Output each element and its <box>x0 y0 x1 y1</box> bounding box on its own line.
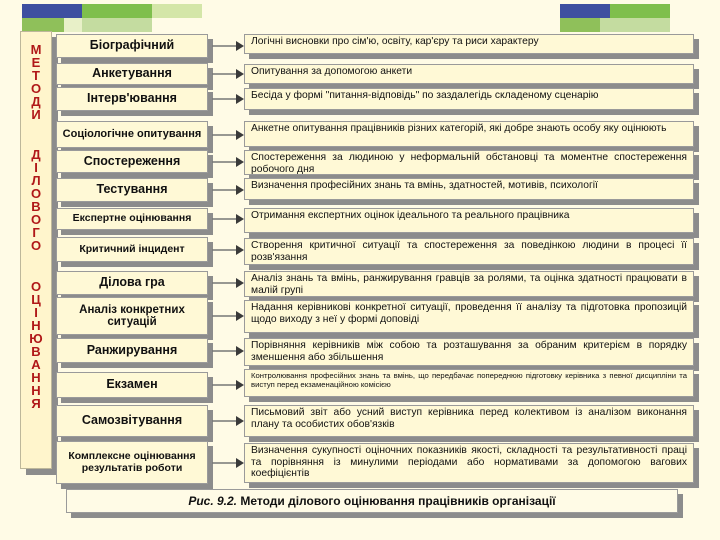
sidebar-letter: Т <box>32 68 40 83</box>
method-box: Інтерв'ювання <box>56 87 208 111</box>
description-box: Контролювання професійних знань та вмінь, що передбачає попереднюю підготовку керівника з певної дисципліни та виступ перед екзаменаційною комісією <box>244 369 694 397</box>
description-box: Надання керівникові конкретної ситуації, проведення її аналізу та підготовка пропозицій щодо виходу з неї у формі доповіді <box>244 300 694 333</box>
sidebar-letter: М <box>30 42 42 57</box>
arrow-right-icon <box>212 345 244 357</box>
method-box: Екзамен <box>56 372 208 398</box>
sidebar-letter: О <box>30 279 42 294</box>
method-box: Біографічний <box>56 34 208 58</box>
caption-text: Методи ділового оцінювання працівників організації <box>240 494 556 508</box>
arrow-right-icon <box>212 415 244 427</box>
method-box: Експертне оцінювання <box>56 208 208 230</box>
decor-block-green-right-2 <box>560 18 600 32</box>
sidebar-letter: Ц <box>31 292 41 307</box>
decor-block-light-2 <box>64 18 82 32</box>
decor-block-green <box>82 4 152 18</box>
vertical-title <box>20 31 52 469</box>
description-box: Спостереження за людиною у неформальній обстановці та моментне спостереження робочого дня <box>244 150 694 175</box>
method-box: Соціологічне опитування <box>56 121 208 148</box>
sidebar-letter: В <box>31 344 41 359</box>
sidebar-letter: О <box>30 238 42 253</box>
arrow-right-icon <box>212 68 244 80</box>
sidebar-letter: И <box>31 107 41 122</box>
description-box: Опитування за допомогою анкети <box>244 64 694 84</box>
decor-block-green-2 <box>22 18 64 32</box>
description-box: Отримання експертних оцінок ідеального та реального працівника <box>244 208 694 233</box>
sidebar-letter: Н <box>31 383 41 398</box>
sidebar-letter: Н <box>31 318 41 333</box>
arrow-right-icon <box>212 93 244 105</box>
arrow-right-icon <box>212 213 244 225</box>
method-box: Самозвітування <box>56 405 208 437</box>
description-box: Визначення сукупності оціночних показників якості, складності та результативності праці та порівняння із минулими періодами або нормативами за допомогою вагових коефіцієнтів <box>244 443 694 483</box>
caption-label: Рис. 9.2. <box>188 494 238 508</box>
decor-block-light <box>152 4 202 18</box>
decor-block-blue-right <box>560 4 610 18</box>
arrow-right-icon <box>212 184 244 196</box>
arrow-right-icon <box>212 310 244 322</box>
decor-block-light-right <box>600 18 670 32</box>
method-box: Критичний інцидент <box>56 237 208 262</box>
method-box: Ділова гра <box>56 271 208 295</box>
method-box: Комплексне оцінювання результатів роботи <box>56 441 208 484</box>
decor-block-blue <box>22 4 82 18</box>
sidebar-letter: Ю <box>29 331 43 346</box>
method-box: Анкетування <box>56 63 208 85</box>
description-box: Логічні висновки про сім'ю, освіту, кар'єру та риси характеру <box>244 34 694 54</box>
description-box: Письмовий звіт або усний виступ керівника перед колективом із аналізом виконання плану та особистих обов'язків <box>244 405 694 437</box>
sidebar-letter: І <box>34 160 38 175</box>
sidebar-letter: Н <box>31 370 41 385</box>
method-box: Спостереження <box>56 150 208 173</box>
sidebar-letter: А <box>31 357 41 372</box>
method-box: Ранжирування <box>56 338 208 363</box>
decor-block-light-3 <box>82 18 152 32</box>
sidebar-letter: Л <box>31 173 41 188</box>
description-box: Порівняння керівників між собою та розташування за обраним критерієм в порядку зменшення або збільшення <box>244 338 694 366</box>
description-box: Бесіда у формі "питання-відповідь" по заздалегідь складеному сценарію <box>244 88 694 110</box>
description-box: Визначення професійних знань та вмінь, здатностей, мотивів, психології <box>244 178 694 200</box>
sidebar-letter: Е <box>31 55 41 70</box>
description-box: Аналіз знань та вмінь, ранжирування гравців за ролями, та оцінка здатності працювати в малій групі <box>244 271 694 297</box>
method-box: Тестування <box>56 178 208 202</box>
sidebar-letter: О <box>30 186 42 201</box>
sidebar-letter: Г <box>32 225 40 240</box>
sidebar-letter: О <box>30 81 42 96</box>
sidebar-letter: Д <box>31 147 41 162</box>
sidebar-letter: Д <box>31 94 41 109</box>
figure-caption <box>66 489 678 513</box>
description-box: Створення критичної ситуації та спостереження за поведінкою людини в процесі її розв'язання <box>244 238 694 265</box>
description-box: Анкетне опитування працівників різних категорій, які добре знають особу яку оцінюють <box>244 121 694 147</box>
arrow-right-icon <box>212 244 244 256</box>
decor-block-green-right <box>610 4 670 18</box>
sidebar-letter: О <box>30 212 42 227</box>
arrow-right-icon <box>212 129 244 141</box>
sidebar-letter: І <box>34 305 38 320</box>
sidebar-letter: Я <box>31 396 41 411</box>
arrow-right-icon <box>212 277 244 289</box>
arrow-right-icon <box>212 156 244 168</box>
arrow-right-icon <box>212 379 244 391</box>
method-box: Аналіз конкретних ситуацій <box>56 297 208 335</box>
arrow-right-icon <box>212 40 244 52</box>
sidebar-letter: В <box>31 199 41 214</box>
arrow-right-icon <box>212 457 244 469</box>
